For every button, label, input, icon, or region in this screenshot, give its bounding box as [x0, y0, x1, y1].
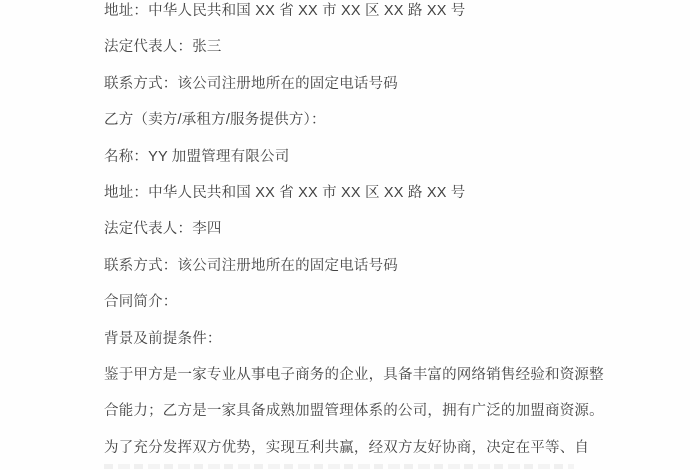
background-paragraph-line-1: 鉴于甲方是一家专业从事电子商务的企业，具备丰富的网络销售经验和资源整: [104, 367, 604, 384]
contract-intro-heading: 合同简介：: [104, 294, 178, 311]
party-b-contact-line: 联系方式：该公司注册地所在的固定电话号码: [104, 257, 398, 274]
party-b-heading-line: 乙方（卖方/承租方/服务提供方）：: [104, 112, 326, 129]
party-b-address-line: 地址：中华人民共和国 XX 省 XX 市 XX 区 XX 路 XX 号: [104, 185, 466, 202]
contract-text-block: [104, 0, 700, 466]
clipped-next-line-artifact: [104, 464, 574, 469]
background-paragraph-line-2: 合能力；乙方是一家具备成熟加盟管理体系的公司，拥有广泛的加盟商资源。: [104, 403, 604, 420]
purpose-paragraph-line-1: 为了充分发挥双方优势，实现互利共赢，经双方友好协商，决定在平等、自: [104, 439, 590, 456]
background-conditions-heading: 背景及前提条件：: [104, 330, 222, 347]
party-a-contact-line: 联系方式：该公司注册地所在的固定电话号码: [104, 75, 398, 92]
party-a-legal-representative-line: 法定代表人：张三: [104, 39, 222, 56]
party-b-legal-representative-line: 法定代表人：李四: [104, 221, 222, 238]
party-a-address-line: 地址：中华人民共和国 XX 省 XX 市 XX 区 XX 路 XX 号: [104, 3, 466, 19]
party-b-name-line: 名称：YY 加盟管理有限公司: [104, 148, 290, 165]
